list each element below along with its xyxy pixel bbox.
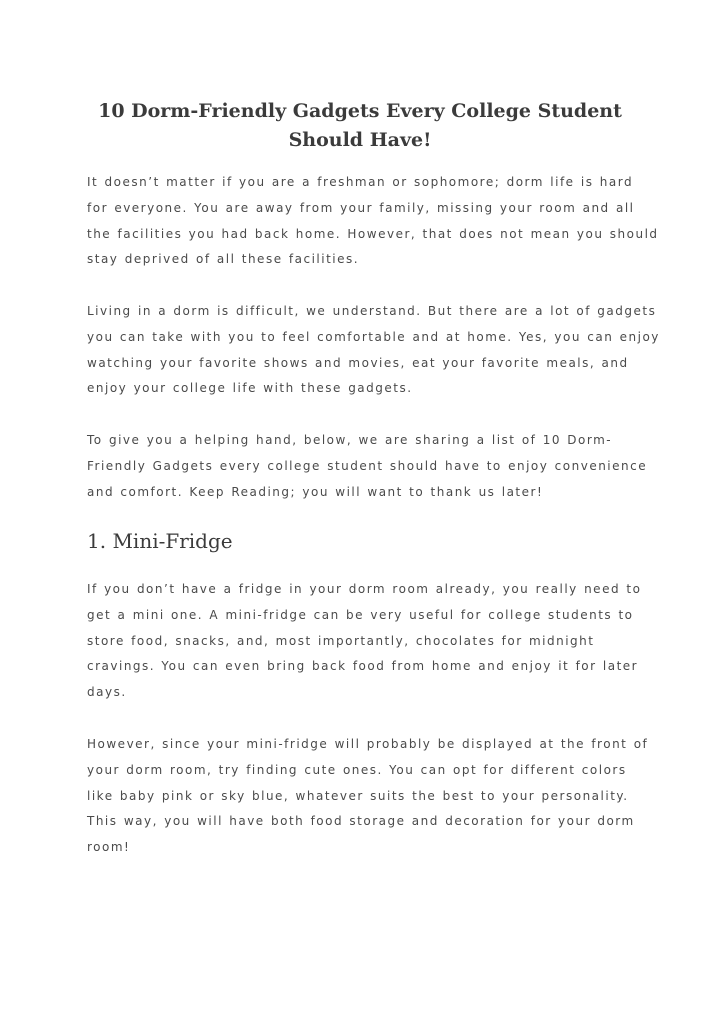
title-line: Should Have! bbox=[288, 129, 432, 151]
text-line: for everyone. You are away from your family, missing your room and all bbox=[87, 200, 635, 215]
text-line: the facilities you had back home. However, that does not mean you should bbox=[87, 226, 659, 241]
text-line: Living in a dorm is difficult, we understand. But there are a lot of gadgets bbox=[87, 304, 657, 318]
intro-paragraph-3 bbox=[87, 428, 647, 505]
text-line: you can take with you to feel comfortable and at home. Yes, you can enjoy bbox=[87, 329, 660, 344]
text-line: cravings. You can even bring back food from home and enjoy it for later bbox=[87, 659, 639, 674]
mini-fridge-paragraph-2 bbox=[87, 732, 647, 861]
text-line: If you don’t have a fridge in your dorm room already, you really need to bbox=[87, 582, 642, 596]
text-line: days. bbox=[87, 685, 127, 700]
text-line: stay deprived of all these facilities. bbox=[87, 252, 360, 267]
text-line: Friendly Gadgets every college student should have to enjoy convenience bbox=[87, 458, 648, 473]
text-line: get a mini one. A mini-fridge can be very useful for college students to bbox=[87, 607, 634, 622]
title-line: 10 Dorm-Friendly Gadgets Every College Student bbox=[98, 100, 622, 122]
intro-paragraph-1 bbox=[87, 170, 659, 273]
section-heading-mini-fridge: 1. Mini-Fridge bbox=[87, 529, 233, 553]
text-line: room! bbox=[87, 840, 131, 855]
page-title bbox=[60, 97, 660, 155]
text-line: like baby pink or sky blue, whatever suits the best to your personality. bbox=[87, 788, 629, 803]
mini-fridge-paragraph-1 bbox=[87, 577, 647, 706]
text-line: store food, snacks, and, most importantly, chocolates for midnight bbox=[87, 633, 595, 648]
text-line: and comfort. Keep Reading; you will want to thank us later! bbox=[87, 484, 544, 499]
text-line: This way, you will have both food storage and decoration for your dorm bbox=[87, 814, 635, 829]
text-line: watching your favorite shows and movies, eat your favorite meals, and bbox=[87, 355, 629, 370]
intro-paragraph-2 bbox=[87, 299, 660, 402]
text-line: However, since your mini-fridge will probably be displayed at the front of bbox=[87, 737, 649, 751]
text-line: enjoy your college life with these gadgets. bbox=[87, 381, 413, 396]
text-line: To give you a helping hand, below, we are sharing a list of 10 Dorm- bbox=[87, 433, 613, 447]
text-line: your dorm room, try finding cute ones. You can opt for different colors bbox=[87, 762, 627, 777]
text-line: It doesn’t matter if you are a freshman or sophomore; dorm life is hard bbox=[87, 175, 634, 189]
